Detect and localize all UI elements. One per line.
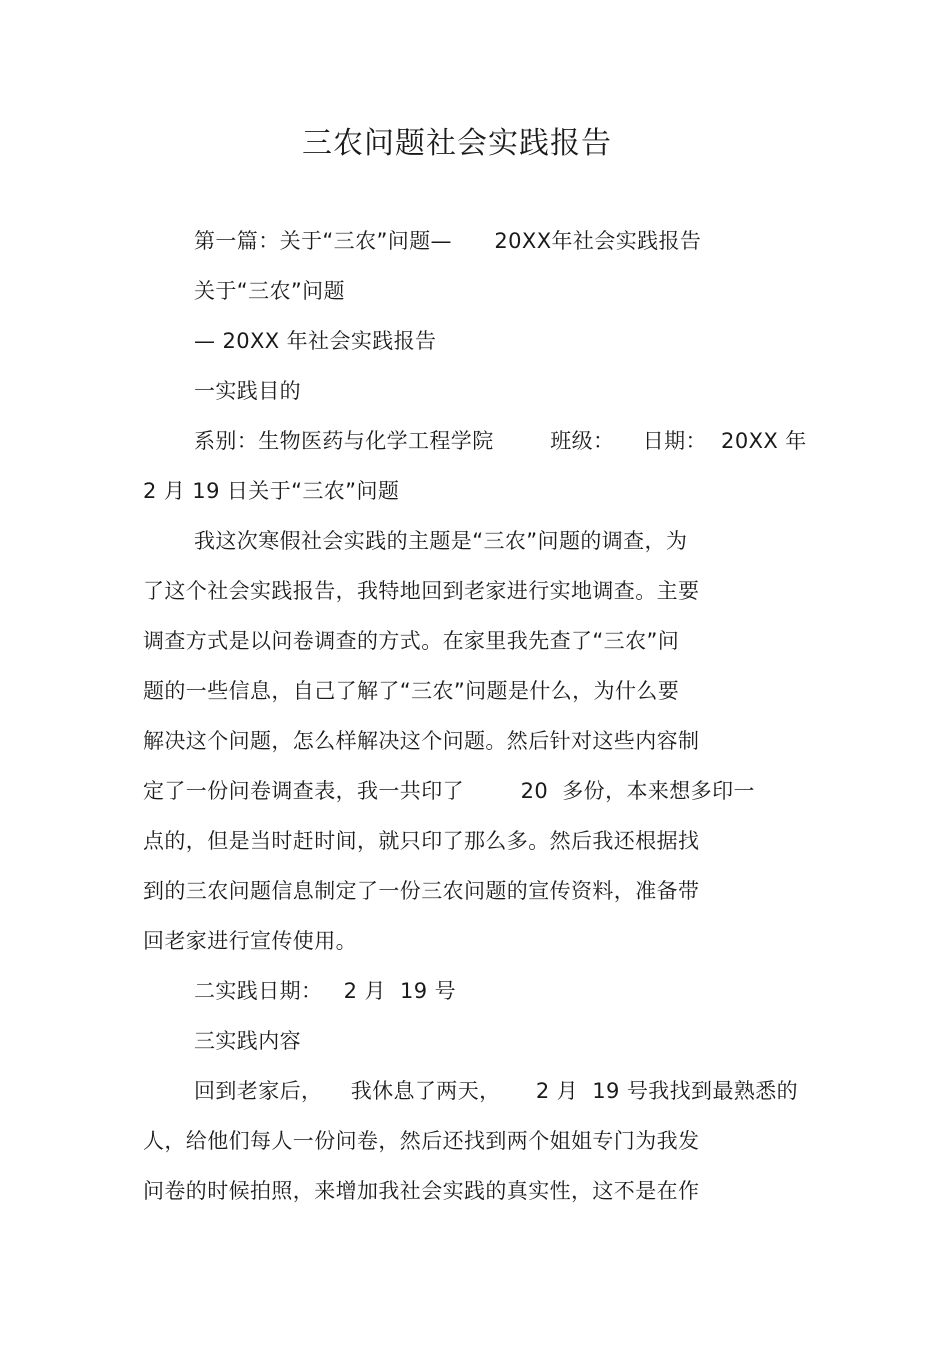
paragraph-line: 回老家进行宣传使用。 (143, 929, 357, 953)
section-purpose-heading: 一实践目的 (194, 379, 301, 403)
paragraph-line: 点的，但是当时赶时间，就只印了那么多。然后我还根据找 (143, 829, 700, 853)
paragraph-line: 定了一份问卷调查表，我一共印了 20 多份，本来想多印一 (143, 779, 755, 803)
paragraph-line: 解决这个问题，怎么样解决这个问题。然后针对这些内容制 (143, 729, 700, 753)
paragraph-line: 了这个社会实践报告，我特地回到老家进行实地调查。主要 (143, 579, 700, 603)
document-title: 三农问题社会实践报告 (302, 126, 612, 161)
paragraph-line: 回到老家后， 我休息了两天， 2 月 19 号我找到最熟悉的 (194, 1079, 799, 1103)
heading-about-three-rural: 关于“三农”问题 (194, 279, 345, 303)
meta-date-line: 2 月 19 日关于“三农”问题 (143, 479, 400, 503)
paragraph-line: 调查方式是以问卷调查的方式。在家里我先查了“三农”问 (143, 629, 680, 653)
paragraph-line: 题的一些信息，自己了解了“三农”问题是什么，为什么要 (143, 679, 680, 703)
paragraph-line: 问卷的时候拍照，来增加我社会实践的真实性，这不是在作 (143, 1179, 700, 1203)
paragraph-line: 人，给他们每人一份问卷，然后还找到两个姐姐专门为我发 (143, 1129, 700, 1153)
meta-department-line: 系别：生物医药与化学工程学院 班级： 日期： 20XX 年 (194, 429, 807, 453)
heading-first-article: 第一篇：关于“三农”问题— 20XX年社会实践报告 (194, 229, 702, 253)
section-content-heading: 三实践内容 (194, 1029, 301, 1053)
heading-report-year: — 20XX 年社会实践报告 (194, 329, 437, 353)
paragraph-line: 到的三农问题信息制定了一份三农问题的宣传资料，准备带 (143, 879, 700, 903)
paragraph-line: 我这次寒假社会实践的主题是“三农”问题的调查，为 (194, 529, 688, 553)
section-date-heading: 二实践日期： 2 月 19 号 (194, 979, 457, 1003)
